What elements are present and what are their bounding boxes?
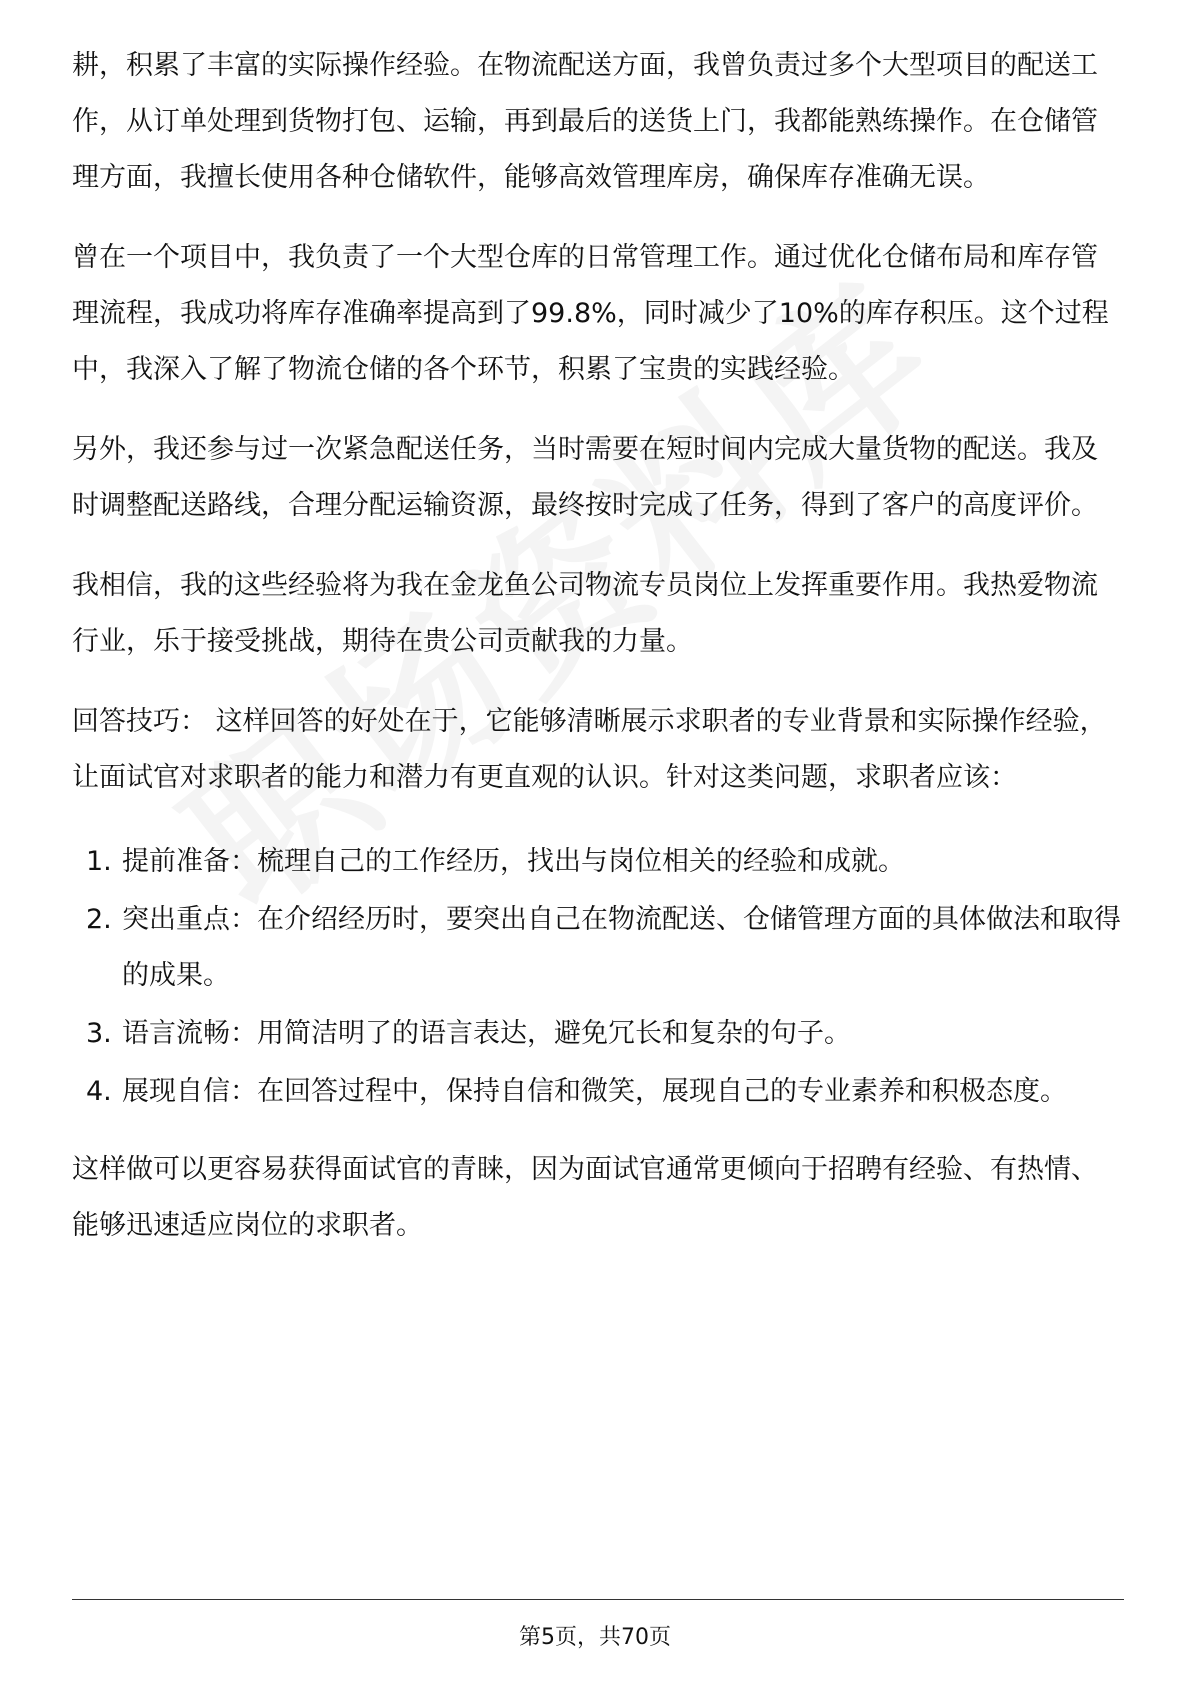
paragraph: 另外，我还参与过一次紧急配送任务，当时需要在短时间内完成大量货物的配送。我及时调整配送路线，合理分配运输资源，最终按时完成了任务，得到了客户的高度评价。 — [72, 434, 1098, 521]
paragraph: 我相信，我的这些经验将为我在金龙鱼公司物流专员岗位上发挥重要作用。我热爱物流行业，乐于接受挑战，期待在贵公司贡献我的力量。 — [72, 570, 1098, 657]
closing-paragraph: 这样做可以更容易获得面试官的青睐，因为面试官通常更倾向于招聘有经验、有热情、能够迅速适应岗位的求职者。 — [72, 1154, 1098, 1241]
list-text: 突出重点：在介绍经历时，要突出自己在物流配送、仓储管理方面的具体做法和取得的成果。 — [122, 904, 1121, 991]
list-number: 1. — [86, 846, 112, 877]
document-body — [72, 38, 1122, 1278]
list-text: 展现自信：在回答过程中，保持自信和微笑，展现自己的专业素养和积极态度。 — [122, 1076, 1067, 1107]
paragraph: 耕，积累了丰富的实际操作经验。在物流配送方面，我曾负责过多个大型项目的配送工作，从订单处理到货物打包、运输，再到最后的送货上门，我都能熟练操作。在仓储管理方面，我擅长使用各种仓储软件，能够高效管理库房，确保库存准确无误。 — [72, 50, 1098, 193]
tips-list — [72, 834, 1122, 1120]
list-number: 4. — [86, 1076, 112, 1107]
footer-divider — [72, 1599, 1124, 1600]
list-item — [72, 892, 1122, 1004]
list-item — [72, 1064, 1122, 1120]
list-number: 3. — [86, 1018, 112, 1049]
list-item — [72, 1006, 1122, 1062]
tips-paragraph: 回答技巧： 这样回答的好处在于，它能够清晰展示求职者的专业背景和实际操作经验，让面试官对求职者的能力和潜力有更直观的认识。针对这类问题，求职者应该： — [72, 706, 1107, 793]
list-item — [72, 834, 1122, 890]
page-number: 第5页，共70页 — [519, 1625, 671, 1650]
list-number: 2. — [86, 904, 112, 935]
list-text: 提前准备：梳理自己的工作经历，找出与岗位相关的经验和成就。 — [122, 846, 905, 877]
list-text: 语言流畅：用简洁明了的语言表达，避免冗长和复杂的句子。 — [122, 1018, 851, 1049]
paragraph: 曾在一个项目中，我负责了一个大型仓库的日常管理工作。通过优化仓储布局和库存管理流程，我成功将库存准确率提高到了99.8%，同时减少了10%的库存积压。这个过程中，我深入了解了物流仓储的各个环节，积累了宝贵的实践经验。 — [72, 242, 1109, 385]
